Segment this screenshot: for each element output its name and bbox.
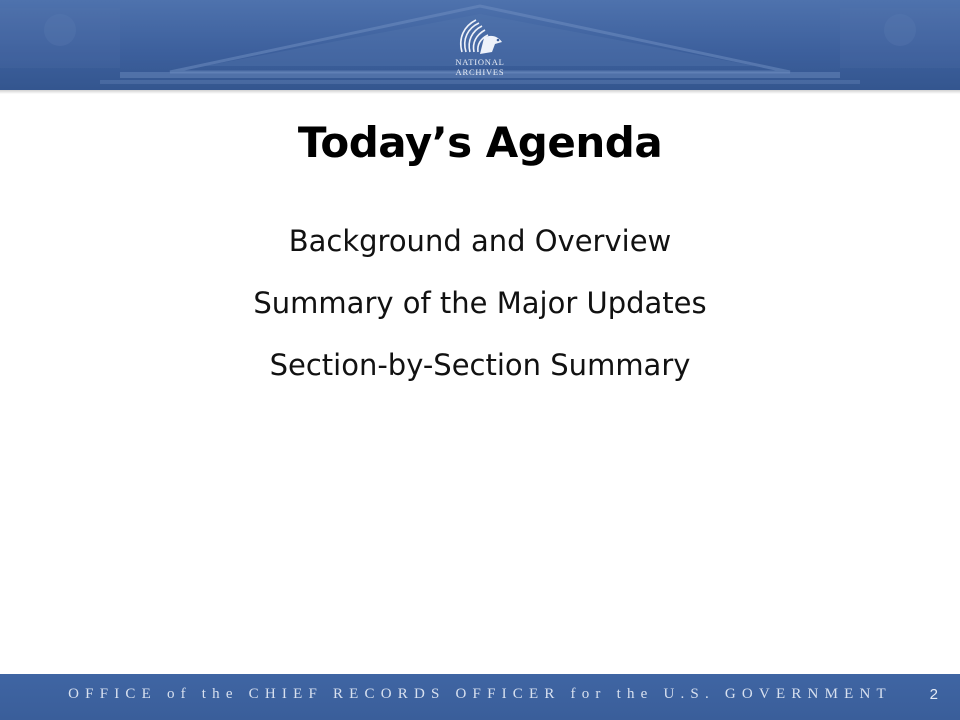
header-banner [0,0,960,90]
footer-text: OFFICE of the CHIEF RECORDS OFFICER for the U.S. GOVERNMENT [68,686,892,702]
logo-text-line1: NATIONAL [455,57,505,67]
agenda-list [0,218,960,404]
agenda-item: Background and Overview [288,224,672,258]
agenda-item: Summary of the Major Updates [253,286,707,320]
logo-text-line2: ARCHIVES [455,67,505,77]
page-number: 2 [929,686,938,703]
agenda-item: Section-by-Section Summary [269,348,691,382]
slide-title: Today’s Agenda [297,118,663,167]
footer-banner [0,674,960,720]
header-shadow [0,90,960,94]
